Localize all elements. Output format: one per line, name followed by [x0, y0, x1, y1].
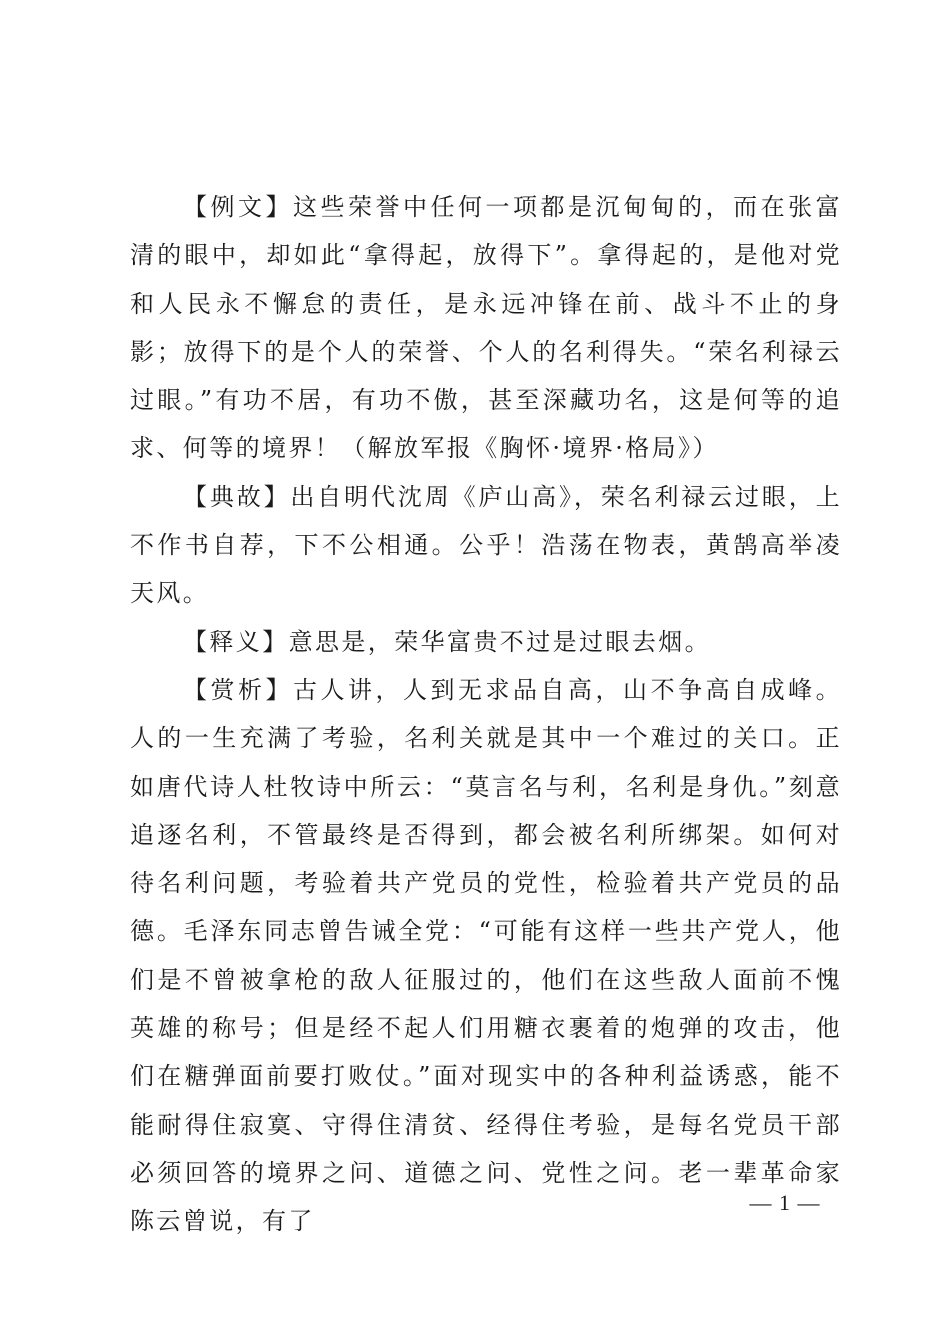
- document-body: [130, 183, 842, 1246]
- paragraph-meaning: 【释义】意思是，荣华富贵不过是过眼去烟。: [183, 627, 711, 656]
- paragraph-allusion: 【典故】出自明代沈周《庐山高》，荣名利禄云过眼，上不作书自荐，下不公相通。公乎！浩荡在物表，黄鹄高举凌天风。: [130, 482, 842, 608]
- paragraph-appreciation: 【赏析】古人讲，人到无求品自高，山不争高自成峰。人的一生充满了考验，名利关就是其中一个难过的关口。正如唐代诗人杜牧诗中所云：“莫言名与利，名利是身仇。”刻意追逐名利，不管最终是否得到，都会被名利所绑架。如何对待名利问题，考验着共产党员的党性，检验着共产党员的品德。毛泽东同志曾告诫全党：“可能有这样一些共产党人，他们是不曾被拿枪的敌人征服过的，他们在这些敌人面前不愧英雄的称号；但是经不起人们用糖衣裹着的炮弹的攻击，他们在糖弹面前要打败仗。”面对现实中的各种利益诱惑，能不能耐得住寂寞、守得住清贫、经得住考验，是每名党员干部必须回答的境界之问、道德之问、党性之问。老一辈革命家陈云曾说，有了: [130, 675, 842, 1236]
- paragraph-example: 【例文】这些荣誉中任何一项都是沉甸甸的，而在张富清的眼中，却如此“拿得起，放得下”。拿得起的，是他对党和人民永不懈怠的责任，是永远冲锋在前、战斗不止的身影；放得下的是个人的荣誉、个人的名利得失。“荣名利禄云过眼。”有功不居，有功不傲，甚至深藏功名，这是何等的追求、何等的境界！（解放军报《胸怀·境界·格局》）: [130, 193, 842, 463]
- page-number: — 1 —: [749, 1190, 821, 1215]
